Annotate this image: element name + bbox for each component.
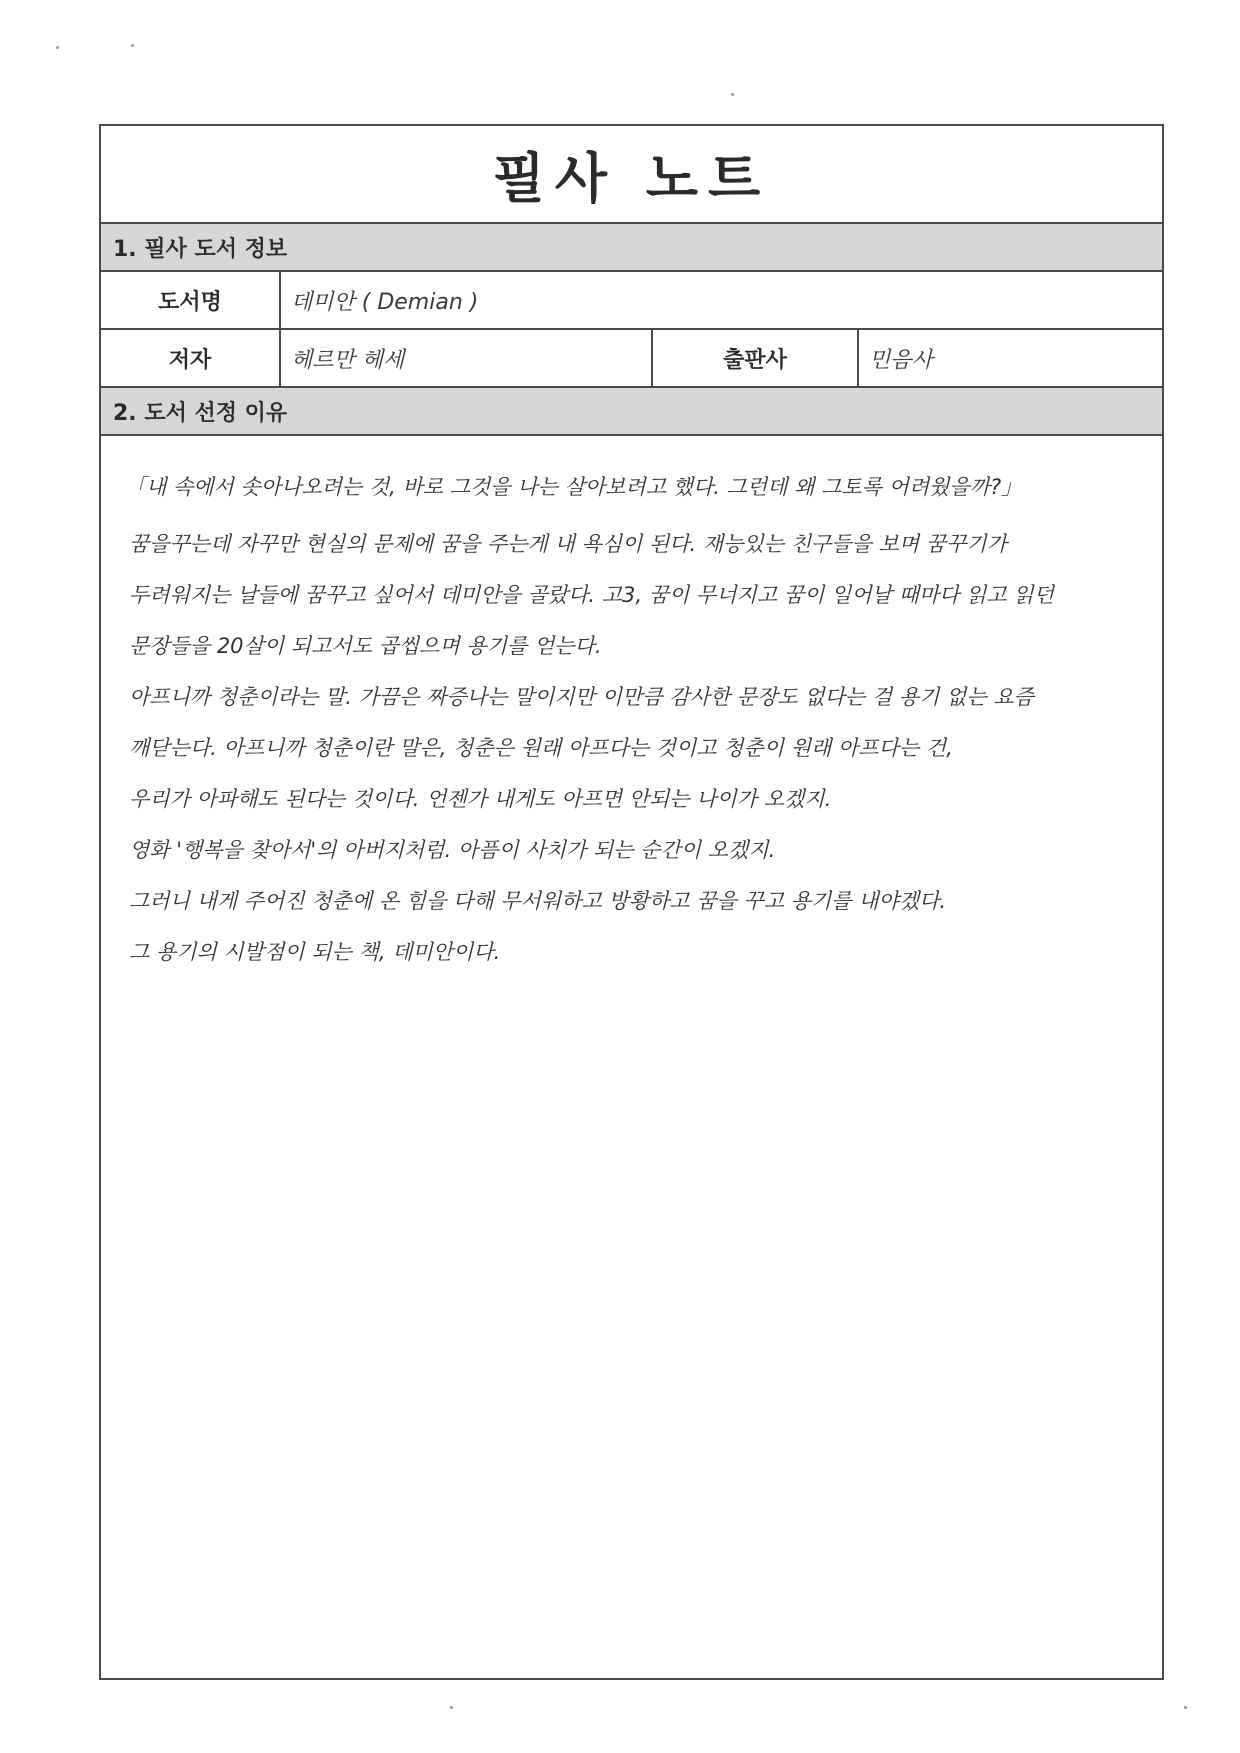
author-value: 헤르만 헤세 — [281, 330, 653, 386]
reason-line: 두려워지는 날들에 꿈꾸고 싶어서 데미안을 골랐다. 고3, 꿈이 무너지고 꿈이 일어날 때마다 읽고 읽던 — [129, 583, 1054, 607]
page-title: 필사 노트 — [492, 146, 771, 210]
scan-speck — [1184, 1706, 1187, 1709]
scan-speck — [56, 46, 59, 49]
book-title-value: 데미안 ( Demian ) — [291, 289, 479, 315]
reason-line: 아프니까 청춘이라는 말. 가끔은 짜증나는 말이지만 이만큼 감사한 문장도 없다는 걸 용기 없는 요즘 — [129, 685, 1034, 709]
reason-line: 깨닫는다. 아프니까 청춘이란 말은, 청춘은 원래 아프다는 것이고 청춘이 원래 아프다는 건, — [129, 736, 953, 760]
reason-line: 「내 속에서 솟아나오려는 것, 바로 그것을 나는 살아보려고 했다. 그런데 왜 그토록 어려웠을까?」 — [125, 475, 1023, 499]
reason-line: 그러니 내게 주어진 청춘에 온 힘을 다해 무서워하고 방황하고 꿈을 꾸고 용기를 내야겠다. — [129, 889, 947, 913]
scan-speck — [450, 1706, 453, 1709]
section-reason-header: 2. 도서 선정 이유 — [101, 388, 1162, 436]
title-row — [101, 126, 1162, 224]
reason-line: 문장들을 20살이 되고서도 곱씹으며 용기를 얻는다. — [129, 634, 602, 658]
reason-line: 영화 '행복을 찾아서'의 아버지처럼. 아픔이 사치가 되는 순간이 오겠지. — [129, 838, 776, 862]
section-book-info-header: 1. 필사 도서 정보 — [101, 224, 1162, 272]
publisher-label: 출판사 — [653, 330, 859, 386]
scan-speck — [131, 44, 134, 47]
reason-line: 우리가 아파해도 된다는 것이다. 언젠가 내게도 아프면 안되는 나이가 오겠지. — [129, 787, 832, 811]
book-title-label: 도서명 — [101, 272, 281, 328]
reason-body — [101, 436, 1162, 978]
author-label: 저자 — [101, 330, 281, 386]
author-publisher-row — [101, 330, 1162, 388]
reason-line: 꿈을꾸는데 자꾸만 현실의 문제에 꿈을 주는게 내 욕심이 된다. 재능있는 친구들을 보며 꿈꾸기가 — [129, 532, 1007, 556]
writing-note-sheet — [99, 124, 1164, 1680]
scan-speck — [731, 93, 734, 96]
reason-line: 그 용기의 시발점이 되는 책, 데미안이다. — [129, 940, 501, 964]
publisher-value: 민음사 — [869, 347, 933, 373]
book-title-row — [101, 272, 1162, 330]
